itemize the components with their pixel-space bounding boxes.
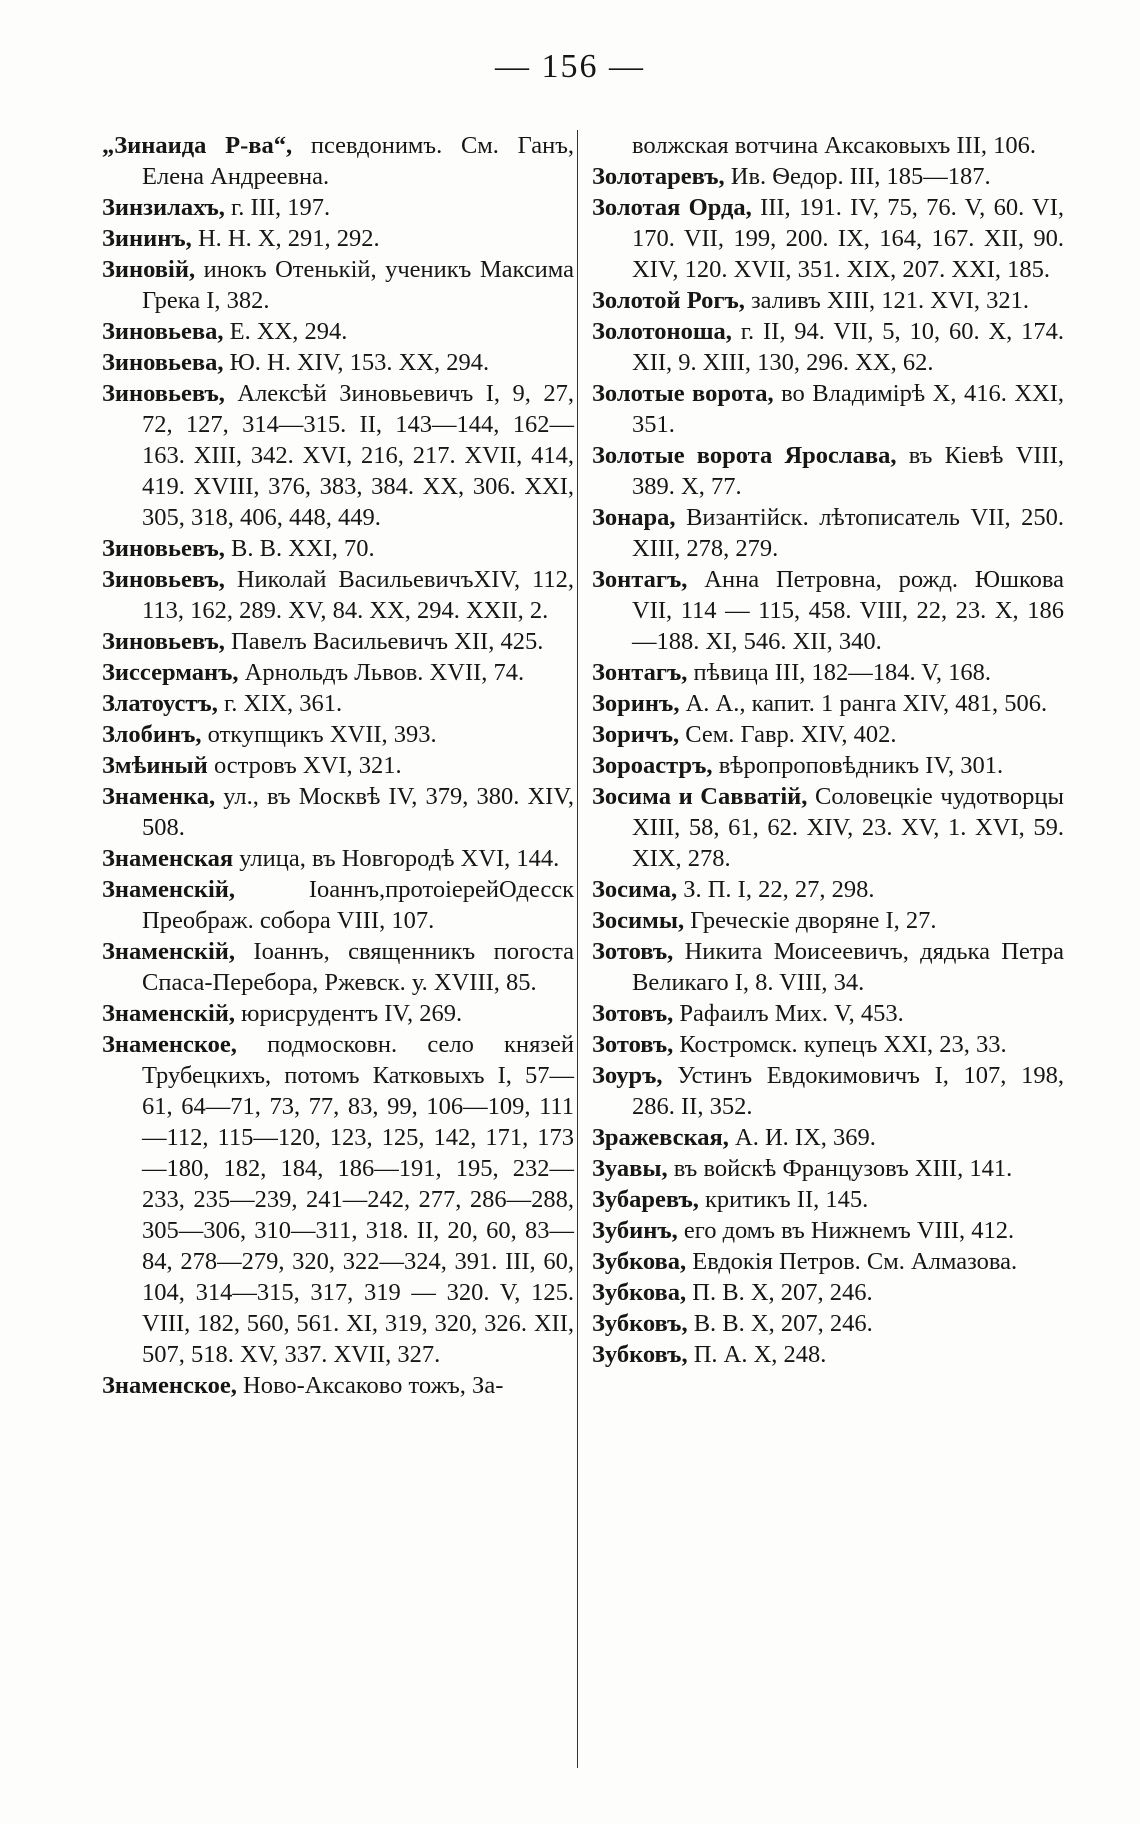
index-entry bbox=[592, 316, 1064, 378]
index-entry bbox=[592, 905, 1064, 936]
entry-heading: Знаменскій, bbox=[102, 938, 236, 965]
index-entry bbox=[592, 1060, 1064, 1122]
index-entry bbox=[592, 936, 1064, 998]
entry-text: Ю. Н. XIV, 153. XX, 294. bbox=[223, 349, 490, 376]
entry-text: А. И. IX, 369. bbox=[728, 1124, 876, 1151]
entry-heading: Зинзилахъ, bbox=[102, 194, 225, 221]
index-entry bbox=[592, 285, 1064, 316]
index-entry bbox=[102, 750, 574, 781]
entry-text: Н. Н. X, 291, 292. bbox=[191, 225, 380, 252]
index-entry bbox=[102, 657, 574, 688]
entry-heading: Зоричъ, bbox=[592, 721, 680, 748]
entry-text: г. III, 197. bbox=[224, 194, 331, 221]
index-entry bbox=[592, 1215, 1064, 1246]
entry-text: волжская вотчина Аксаковыхъ III, 106. bbox=[632, 132, 1036, 159]
index-entry bbox=[592, 719, 1064, 750]
entry-heading: Зубаревъ, bbox=[592, 1186, 699, 1213]
entry-heading: Золотаревъ, bbox=[592, 163, 725, 190]
entry-text: Соловецкіе чудотворцы XIII, 58, 61, 62. XIV, 23. XV, 1. XVI, 59. XIX, 278. bbox=[632, 783, 1064, 872]
entry-text: Византійск. лѣтописатель VII, 250. XIII, 278, 279. bbox=[632, 504, 1064, 562]
entry-heading: Зубинъ, bbox=[592, 1217, 678, 1244]
index-entry bbox=[592, 1122, 1064, 1153]
entry-heading: Золотые ворота Ярослава, bbox=[592, 442, 897, 469]
index-entry bbox=[102, 781, 574, 843]
index-entry bbox=[102, 192, 574, 223]
entry-text: пѣвица III, 182—184. V, 168. bbox=[687, 659, 991, 686]
entry-heading: Златоустъ, bbox=[102, 690, 218, 717]
index-entry bbox=[102, 564, 574, 626]
entry-text: г. XIX, 361. bbox=[217, 690, 343, 717]
entry-heading: Зражевская, bbox=[592, 1124, 729, 1151]
entry-heading: Зонара, bbox=[592, 504, 676, 531]
entry-text: островъ XVI, 321. bbox=[207, 752, 402, 779]
entry-text: Е. XX, 294. bbox=[223, 318, 348, 345]
entry-heading: Зуавы, bbox=[592, 1155, 668, 1182]
entry-text: Евдокія Петров. См. Алмазова. bbox=[686, 1248, 1018, 1275]
entry-text: Греческіе дворяне I, 27. bbox=[684, 907, 937, 934]
entry-heading: Зоринъ, bbox=[592, 690, 680, 717]
entry-text: Ново-Аксаково тожъ, За- bbox=[236, 1372, 504, 1399]
entry-heading: Золотая Орда, bbox=[592, 194, 752, 221]
index-entry bbox=[592, 1246, 1064, 1277]
entry-text: П. А. X, 248. bbox=[687, 1341, 827, 1368]
index-entry bbox=[592, 161, 1064, 192]
index-entry bbox=[102, 347, 574, 378]
index-entry bbox=[592, 378, 1064, 440]
entry-heading: Зоуръ, bbox=[592, 1062, 663, 1089]
index-entry bbox=[592, 781, 1064, 874]
entry-heading: Зороастръ, bbox=[592, 752, 713, 779]
entry-text: Рафаилъ Мих. V, 453. bbox=[673, 1000, 904, 1027]
index-entry bbox=[102, 254, 574, 316]
index-entry bbox=[102, 533, 574, 564]
entry-heading: Знаменское, bbox=[102, 1031, 237, 1058]
entry-text: его домъ въ Нижнемъ VIII, 412. bbox=[677, 1217, 1015, 1244]
entry-text: П. В. X, 207, 246. bbox=[686, 1279, 873, 1306]
entry-text: А. А., капит. 1 ранга XIV, 481, 506. bbox=[679, 690, 1048, 717]
entry-heading: Зининъ, bbox=[102, 225, 192, 252]
entry-heading: Золотой Рогъ, bbox=[592, 287, 745, 314]
index-entry bbox=[102, 130, 574, 192]
entry-text: ул., въ Москвѣ IV, 379, 380. XIV, 508. bbox=[142, 783, 574, 841]
entry-heading: Зиновьевъ, bbox=[102, 535, 225, 562]
entry-text: Ив. Ѳедор. III, 185—187. bbox=[724, 163, 991, 190]
entry-text: улица, въ Новгородѣ XVI, 144. bbox=[233, 845, 560, 872]
index-entry bbox=[592, 874, 1064, 905]
entry-text: подмосковн. село князей Трубецкихъ, потомъ Катковыхъ I, 57—61, 64—71, 73, 77, 83, 99, 106—109, 111—112, 115—120, 123, 125, 142, 171, 173—180, 182, 184, 186—191, 195, 232—233, 235—239, 241—242, 277, 286—288, 305—306, 310—311, 318. II, 20, 60, 83—84, 278—279, 320, 322—324, 391. III, 60, 104, 314—315, 317, 319 — 320. V, 125. VIII, 182, 560, 561. XI, 319, 320, 326. XII, 507, 518. XV, 337. XVII, 327. bbox=[142, 1031, 574, 1368]
entry-heading: Знаменскій, bbox=[102, 1000, 236, 1027]
index-entry bbox=[102, 998, 574, 1029]
column-divider bbox=[577, 130, 578, 1768]
index-entry bbox=[592, 440, 1064, 502]
entry-text: Николай ВасильевичъXIV, 112, 113, 162, 289. XV, 84. XX, 294. XXII, 2. bbox=[142, 566, 574, 624]
entry-heading: Знаменка, bbox=[102, 783, 216, 810]
index-entry bbox=[102, 1029, 574, 1370]
entry-text: г. II, 94. VII, 5, 10, 60. X, 174. XII, 9. XIII, 130, 296. XX, 62. bbox=[632, 318, 1064, 376]
entry-heading: Зиновій, bbox=[102, 256, 196, 283]
index-entry bbox=[102, 843, 574, 874]
index-entry bbox=[102, 626, 574, 657]
entry-text: вѣропроповѣдникъ IV, 301. bbox=[712, 752, 1004, 779]
entry-text: Іоаннъ,протоіерейОдесск Преображ. собора VIII, 107. bbox=[142, 876, 574, 934]
entry-heading: Зосима, bbox=[592, 876, 678, 903]
entry-heading: Зиновьевъ, bbox=[102, 380, 225, 407]
index-entry bbox=[592, 1184, 1064, 1215]
entry-heading: Зубковъ, bbox=[592, 1310, 688, 1337]
entry-heading: Зиновьевъ, bbox=[102, 566, 225, 593]
entry-text: инокъ Отенькій, ученикъ Максима Грека I, 382. bbox=[142, 256, 574, 314]
entry-heading: Зонтагъ, bbox=[592, 566, 688, 593]
index-entry bbox=[592, 130, 1064, 161]
index-entry bbox=[102, 719, 574, 750]
entry-text: В. В. XXI, 70. bbox=[224, 535, 375, 562]
index-entry bbox=[592, 688, 1064, 719]
entry-text: псевдонимъ. См. Ганъ, Елена Андреевна. bbox=[142, 132, 574, 190]
entry-heading: Знаменскій, bbox=[102, 876, 236, 903]
entry-text: въ войскѣ Французовъ XIII, 141. bbox=[667, 1155, 1013, 1182]
index-entry bbox=[592, 564, 1064, 657]
entry-text: Арнольдъ Львов. XVII, 74. bbox=[238, 659, 525, 686]
entry-heading: Зиновьевъ, bbox=[102, 628, 225, 655]
entry-heading: Зубкова, bbox=[592, 1248, 687, 1275]
entry-heading: Зотовъ, bbox=[592, 938, 674, 965]
entry-text: Устинъ Евдокимовичъ I, 107, 198, 286. II, 352. bbox=[632, 1062, 1064, 1120]
index-entry bbox=[592, 657, 1064, 688]
entry-text: Костромск. купецъ XXI, 23, 33. bbox=[673, 1031, 1007, 1058]
entry-heading: Золотые ворота, bbox=[592, 380, 774, 407]
entry-text: критикъ II, 145. bbox=[698, 1186, 869, 1213]
index-entry bbox=[592, 192, 1064, 285]
index-entry bbox=[102, 1370, 574, 1401]
left-column bbox=[102, 130, 574, 1401]
entry-text: Павелъ Васильевичъ XII, 425. bbox=[224, 628, 544, 655]
entry-text: заливъ XIII, 121. XVI, 321. bbox=[744, 287, 1029, 314]
index-entry bbox=[592, 998, 1064, 1029]
index-entry bbox=[102, 378, 574, 533]
entry-text: откупщикъ XVII, 393. bbox=[201, 721, 437, 748]
entry-text: Никита Моисеевичъ, дядька Петра Великаго I, 8. VIII, 34. bbox=[632, 938, 1064, 996]
index-entry bbox=[102, 874, 574, 936]
entry-heading: Зотовъ, bbox=[592, 1000, 674, 1027]
entry-text: В. В. X, 207, 246. bbox=[687, 1310, 873, 1337]
right-column bbox=[592, 130, 1064, 1370]
entry-heading: Зосима и Савватій, bbox=[592, 783, 808, 810]
entry-text: Анна Петровна, рожд. Юшкова VII, 114 — 115, 458. VIII, 22, 23. X, 186—188. XI, 546. XII, 340. bbox=[632, 566, 1064, 655]
entry-heading: Зубкова, bbox=[592, 1279, 687, 1306]
entry-heading: Зиновьева, bbox=[102, 349, 224, 376]
entry-text: З. П. I, 22, 27, 298. bbox=[677, 876, 875, 903]
index-entry bbox=[592, 1277, 1064, 1308]
index-entry bbox=[102, 688, 574, 719]
entry-heading: Зосимы, bbox=[592, 907, 685, 934]
entry-heading: „Зинаида Р-ва“, bbox=[102, 132, 293, 159]
page-number: — 156 — bbox=[495, 48, 645, 85]
entry-text: Сем. Гавр. XIV, 402. bbox=[679, 721, 897, 748]
entry-heading: Знаменское, bbox=[102, 1372, 237, 1399]
index-entry bbox=[592, 1153, 1064, 1184]
entry-heading: Злобинъ, bbox=[102, 721, 202, 748]
index-entry bbox=[592, 502, 1064, 564]
index-entry bbox=[102, 936, 574, 998]
entry-heading: Зонтагъ, bbox=[592, 659, 688, 686]
index-entry bbox=[102, 223, 574, 254]
entry-text: во Владимірѣ X, 416. XXI, 351. bbox=[632, 380, 1064, 438]
entry-heading: Змѣиный bbox=[102, 752, 208, 779]
index-entry bbox=[592, 1308, 1064, 1339]
entry-heading: Зотовъ, bbox=[592, 1031, 674, 1058]
entry-heading: Зубковъ, bbox=[592, 1341, 688, 1368]
entry-heading: Зиссерманъ, bbox=[102, 659, 239, 686]
entry-text: Алексѣй Зиновьевичъ I, 9, 27, 72, 127, 314—315. II, 143—144, 162—163. XIII, 342. XVI, 216, 217. XVII, 414, 419. XVIII, 376, 383, 384. XX, 306. XXI, 305, 318, 406, 448, 449. bbox=[142, 380, 574, 531]
entry-heading: Знаменская bbox=[102, 845, 234, 872]
entry-heading: Золотоноша, bbox=[592, 318, 732, 345]
index-entry bbox=[592, 1029, 1064, 1060]
index-entry bbox=[102, 316, 574, 347]
entry-text: Іоаннъ, священникъ погоста Спаса-Перебора, Ржевск. у. XVIII, 85. bbox=[142, 938, 574, 996]
entry-text: III, 191. IV, 75, 76. V, 60. VI, 170. VII, 199, 200. IX, 164, 167. XII, 90. XIV, 120. XVII, 351. XIX, 207. XXI, 185. bbox=[632, 194, 1065, 283]
entry-text: въ Кіевѣ VIII, 389. X, 77. bbox=[632, 442, 1064, 500]
entry-heading: Зиновьева, bbox=[102, 318, 224, 345]
entry-text: юрисрудентъ IV, 269. bbox=[235, 1000, 463, 1027]
index-entry bbox=[592, 750, 1064, 781]
index-entry bbox=[592, 1339, 1064, 1370]
